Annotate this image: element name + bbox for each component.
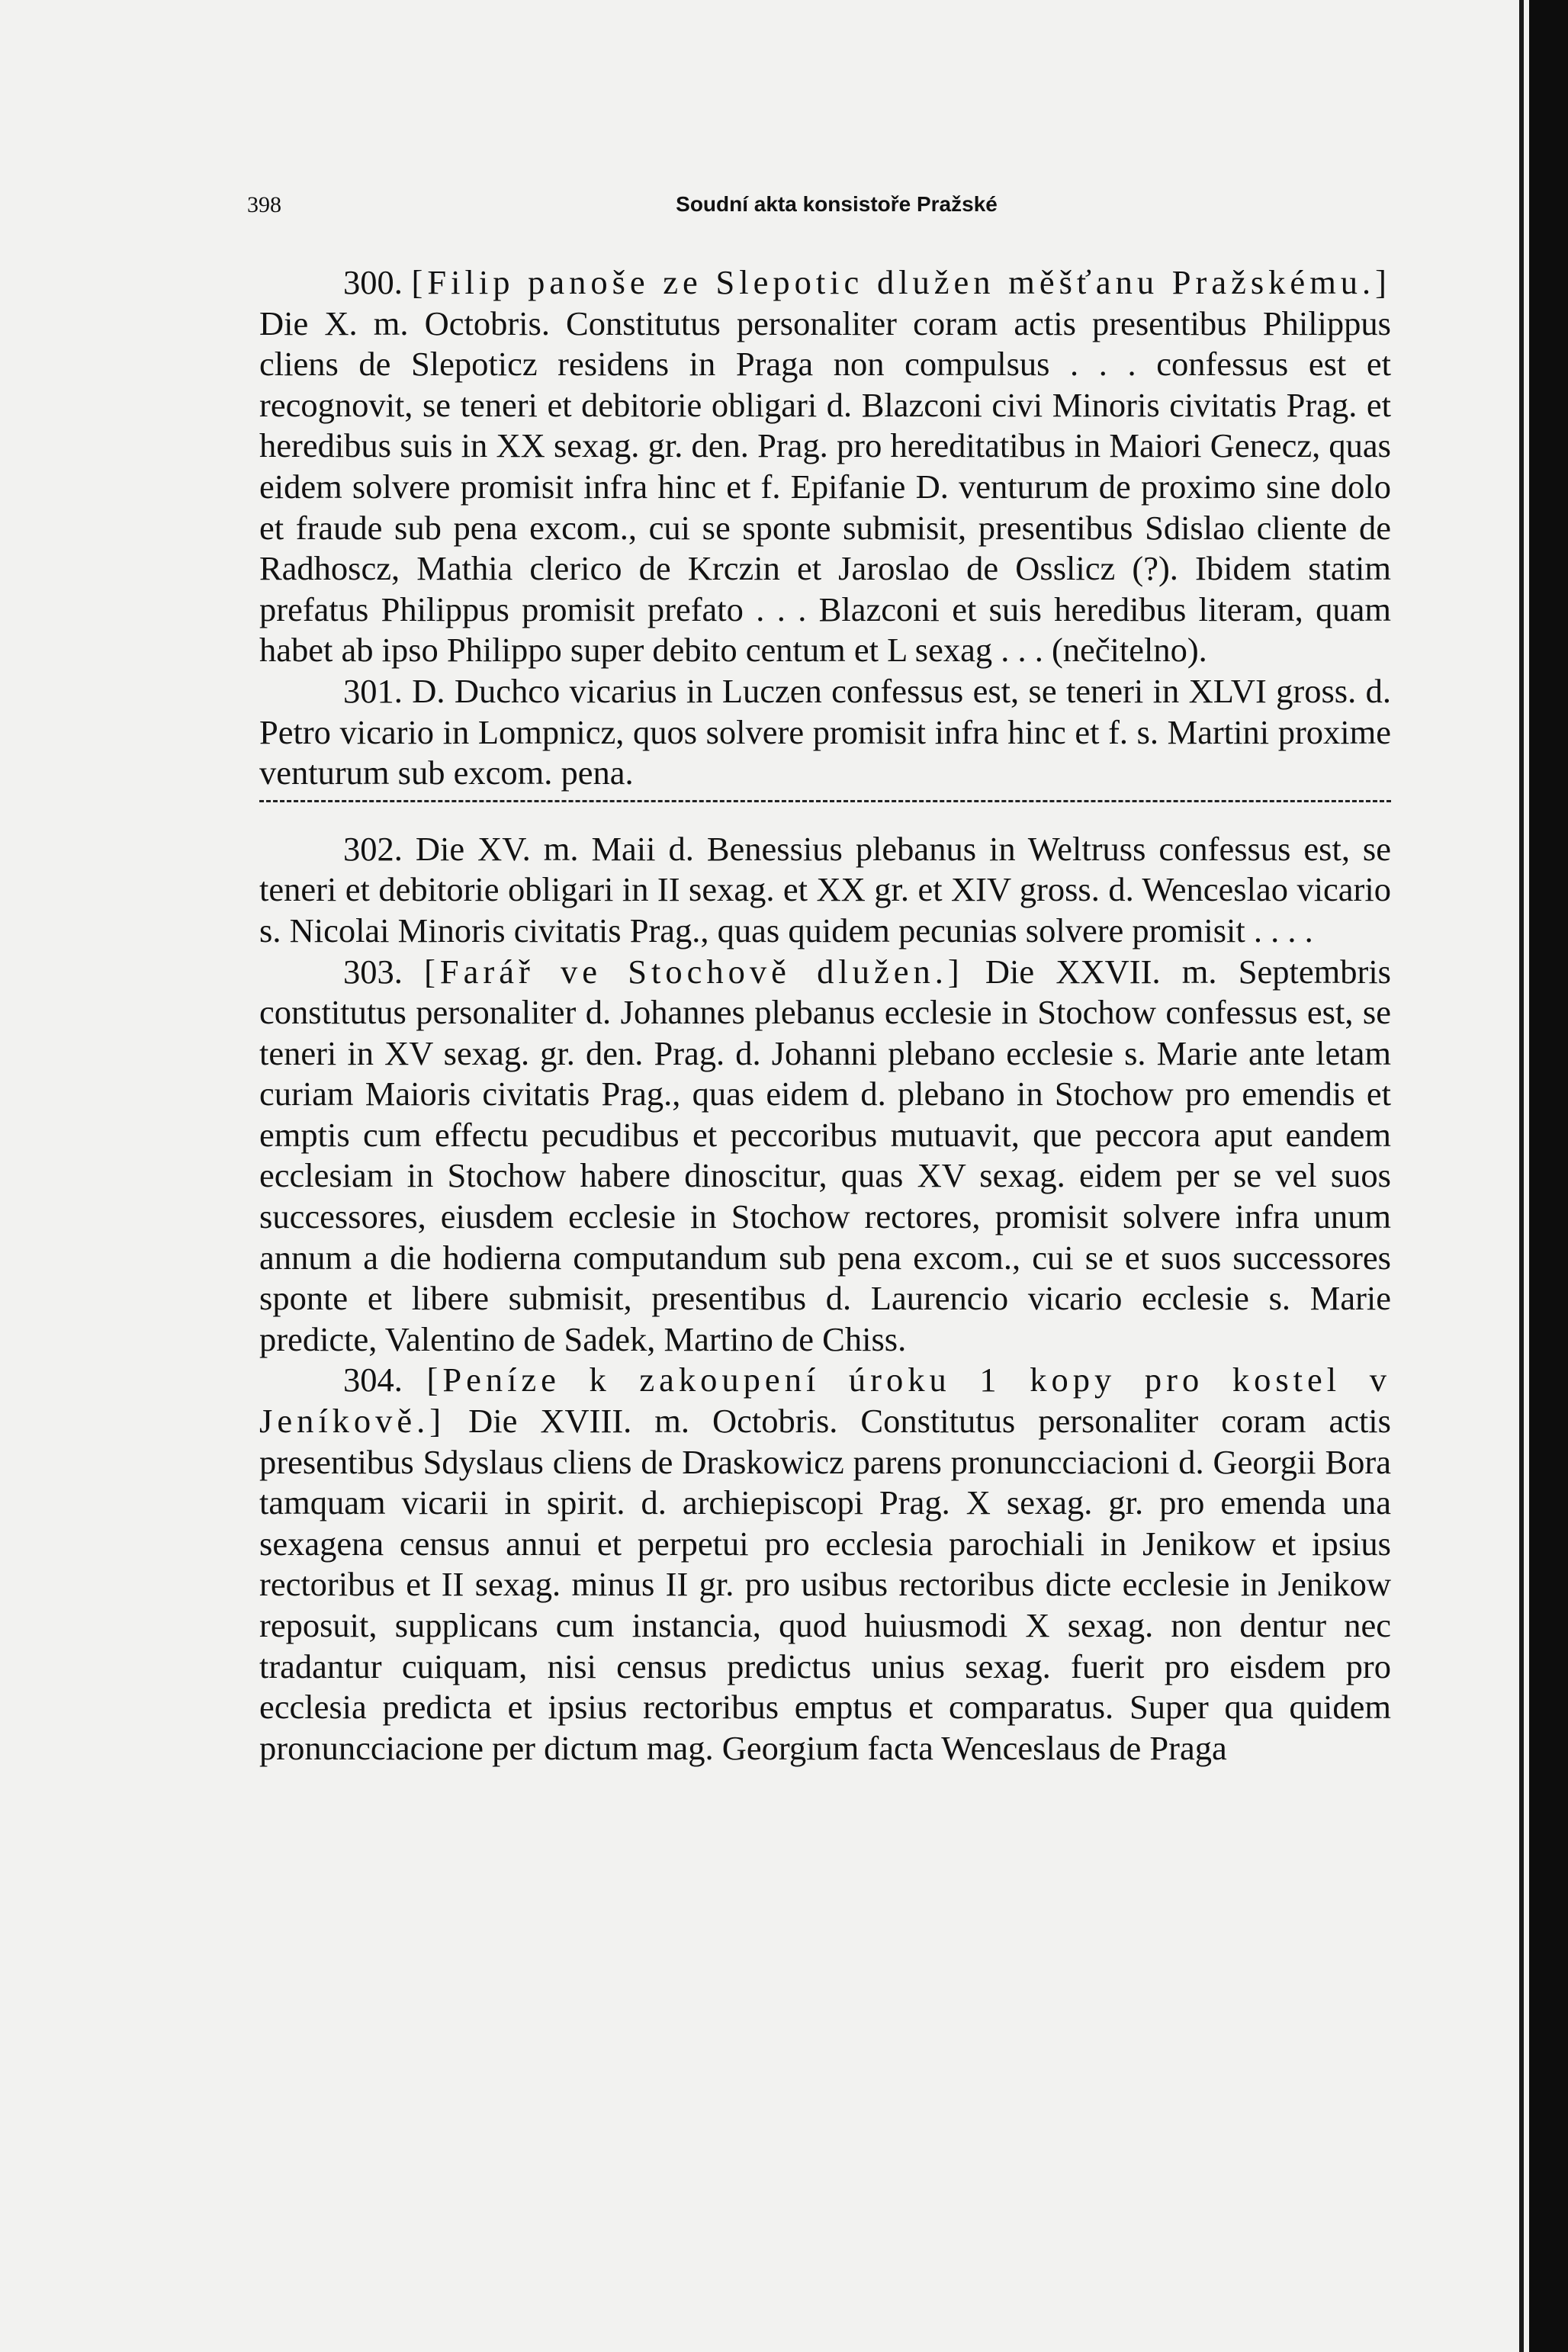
entry-text: D. Duchco vicarius in Luczen confessus est, se teneri in XLVI gross. d. Petro vicario in Lompnicz, quos solvere promisit infra hinc et f. s. Martini proxime venturum sub excom. pena. [259,671,1391,792]
entry-300 [259,262,1391,671]
entry-text: Die XVIII. m. Octobris. Constitutus personaliter coram actis presentibus Sdyslaus cliens de Draskowicz parens pronuncciacioni d. Georgii Bora tamquam vicarii in spirit. d. archiepiscopi Prag. X sexag. gr. pro emenda una sexagena census annui et perpetui pro ecclesia parochiali in Jenikow et ipsius rectoribus et II sexag. minus II gr. pro usibus rectoribus dicte ecclesie in Jenikow reposuit, supplicans cum instancia, quod huiusmodi X sexag. non dentur nec tradantur cuiquam, nisi census predictus unius sexag. fuerit pro eisdem pro ecclesia predicta et ipsius rectoribus emptus et comparatus. Super qua quidem pronuncciacione per dictum mag. Georgium facta Wenceslaus de Praga [259,1402,1391,1767]
page-number: 398 [247,192,281,217]
entry-text: Die XXVII. m. Septembris constitutus personaliter d. Johannes plebanus ecclesie in Stochow confessus est, se teneri in XV sexag. gr. den. Prag. d. Johanni plebano ecclesie s. Marie ante letam curiam Maioris civitatis Prag., quas eidem d. plebano in Stochow pro emendis et emptis cum effectu pecudibus et peccoribus mutuavit, que peccora aput eandem ecclesiam in Stochow habere dinoscitur, quas XV sexag. eidem per se vel suos successores, eiusdem ecclesie in Stochow rectores, promisit solvere infra unum annum a die hodierna computandum sub pena excom., cui se et suos successores sponte et libere submisit, presentibus d. Laurencio vicario ecclesie s. Marie predicte, Valentino de Sadek, Martino de Chiss. [259,952,1391,1358]
document-body [259,262,1391,1769]
entry-301 [259,671,1391,794]
entry-heading: [Peníze k zakoupení úroku 1 kopy pro kostel v Jeníkově.] [259,1361,1391,1441]
section-divider [259,794,1391,829]
entry-heading: [Farář ve Stochově dlužen.] [424,952,964,991]
entry-number: 301. [343,671,413,710]
entry-304 [259,1360,1391,1769]
entry-303 [259,952,1391,1361]
entry-number: 304. [343,1361,427,1399]
entry-number: 303. [343,952,425,991]
scan-edge [1529,0,1568,2352]
page-binding-shadow [1519,0,1524,2352]
entry-number: 300. [343,263,412,301]
entry-text: Die XV. m. Maii d. Benessius plebanus in Weltruss confessus est, se teneri et debitorie obligari in II sexag. et XX gr. et XIV gross. d. Wenceslao vicario s. Nicolai Minoris civitatis Prag., quas quidem pecunias solvere promisit . . . . [259,829,1391,949]
entry-text: Die X. m. Octobris. Constitutus personaliter coram actis presentibus Philippus cliens de Slepoticz residens in Praga non compulsus . . . confessus est et recognovit, se teneri et debitorie obligari d. Blazconi civi Minoris civitatis Prag. et heredibus suis in XX sexag. gr. den. Prag. pro hereditatibus in Maiori Genecz, quas eidem solvere promisit infra hinc et f. Epifanie D. venturum de proximo sine dolo et fraude sub pena excom., cui se sponte submisit, presentibus Sdislao cliente de Radhoscz, Mathia clerico de Krczin et Jaroslao de Osslicz (?). Ibidem statim prefatus Philippus promisit prefato . . . Blazconi et suis heredibus literam, quam habet ab ipso Philippo super debito centum et L sexag . . . (nečitelno). [259,304,1391,670]
page-title: Soudní akta konsistoře Pražské [676,192,998,216]
running-head [247,192,1426,223]
entry-number: 302. [343,829,416,868]
entry-heading: [Filip panoše ze Slepotic dlužen měšťanu Pražskému.] [411,263,1391,301]
dashed-rule [259,800,1391,802]
entry-302 [259,829,1391,952]
